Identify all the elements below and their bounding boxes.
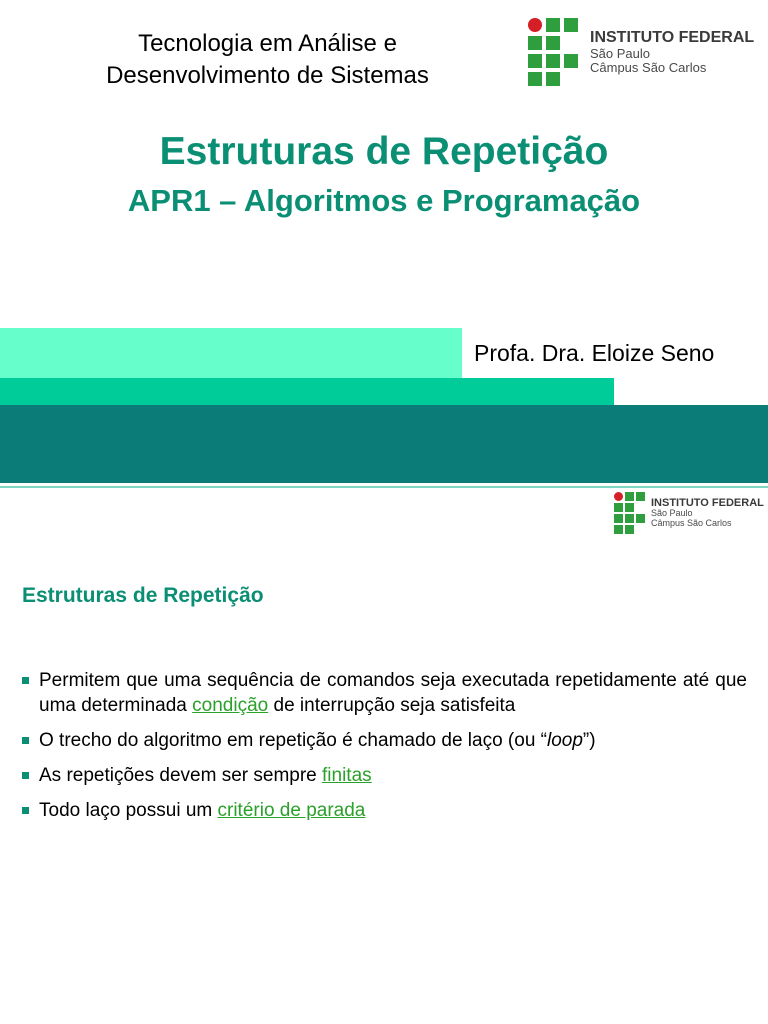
bullet-text <box>39 763 747 788</box>
bullet-text-part: ”) <box>582 730 596 751</box>
institute-logo <box>528 18 754 86</box>
decorative-band-dark <box>0 405 768 483</box>
institute-logo-small-text <box>651 497 764 529</box>
section-title: Estruturas de Repetição <box>22 584 264 607</box>
institute-logo-icon <box>528 18 578 86</box>
professor-name: Profa. Dra. Eloize Seno <box>474 340 715 366</box>
title-slide <box>0 0 768 488</box>
bullet-text-part: As repetições devem ser sempre <box>39 765 323 786</box>
institute-name: INSTITUTO FEDERAL <box>590 28 755 46</box>
list-item <box>22 728 747 753</box>
bullet-text-part: Permitem que uma sequência de comandos seja executada repetidamente até que uma determinada <box>39 670 747 716</box>
content-slide <box>0 488 768 1024</box>
bullet-square-icon <box>22 737 29 744</box>
course-line-1: Tecnologia em Análise e <box>138 30 397 57</box>
bullet-text <box>39 668 747 718</box>
italic-term: loop <box>547 730 583 751</box>
list-item <box>22 798 747 823</box>
institute-campus-small: Câmpus São Carlos <box>651 518 732 529</box>
slide-title: Estruturas de Repetição <box>159 130 609 173</box>
decorative-band-mid <box>0 378 614 406</box>
bullet-square-icon <box>22 772 29 779</box>
slide-subtitle: APR1 – Algoritmos e Programação <box>127 183 641 218</box>
institute-logo-small-icon <box>614 492 645 534</box>
bullet-text-part: O trecho do algoritmo em repetição é chamado de laço (ou “ <box>39 730 547 751</box>
institute-campus: Câmpus São Carlos <box>590 59 707 75</box>
course-line-2: Desenvolvimento de Sistemas <box>106 62 429 89</box>
highlight-link[interactable]: finitas <box>322 765 372 786</box>
decorative-band-light <box>0 328 462 378</box>
institute-state: São Paulo <box>590 45 650 61</box>
bullet-square-icon <box>22 807 29 814</box>
bullet-text-part: de interrupção seja satisfeita <box>268 695 516 716</box>
list-item <box>22 668 747 718</box>
bullet-square-icon <box>22 677 29 684</box>
institute-logo-small <box>614 492 764 534</box>
highlight-link[interactable]: condição <box>192 695 269 716</box>
bullet-text <box>39 728 747 753</box>
course-name <box>60 28 475 92</box>
highlight-link[interactable]: critério de parada <box>217 800 366 821</box>
bullet-text-part: Todo laço possui um <box>39 800 218 821</box>
bullet-list <box>22 668 747 833</box>
bullet-text <box>39 798 747 823</box>
institute-name-small: INSTITUTO FEDERAL <box>651 497 764 510</box>
list-item <box>22 763 747 788</box>
institute-state-small: São Paulo <box>651 508 693 519</box>
institute-logo-text <box>590 29 754 75</box>
